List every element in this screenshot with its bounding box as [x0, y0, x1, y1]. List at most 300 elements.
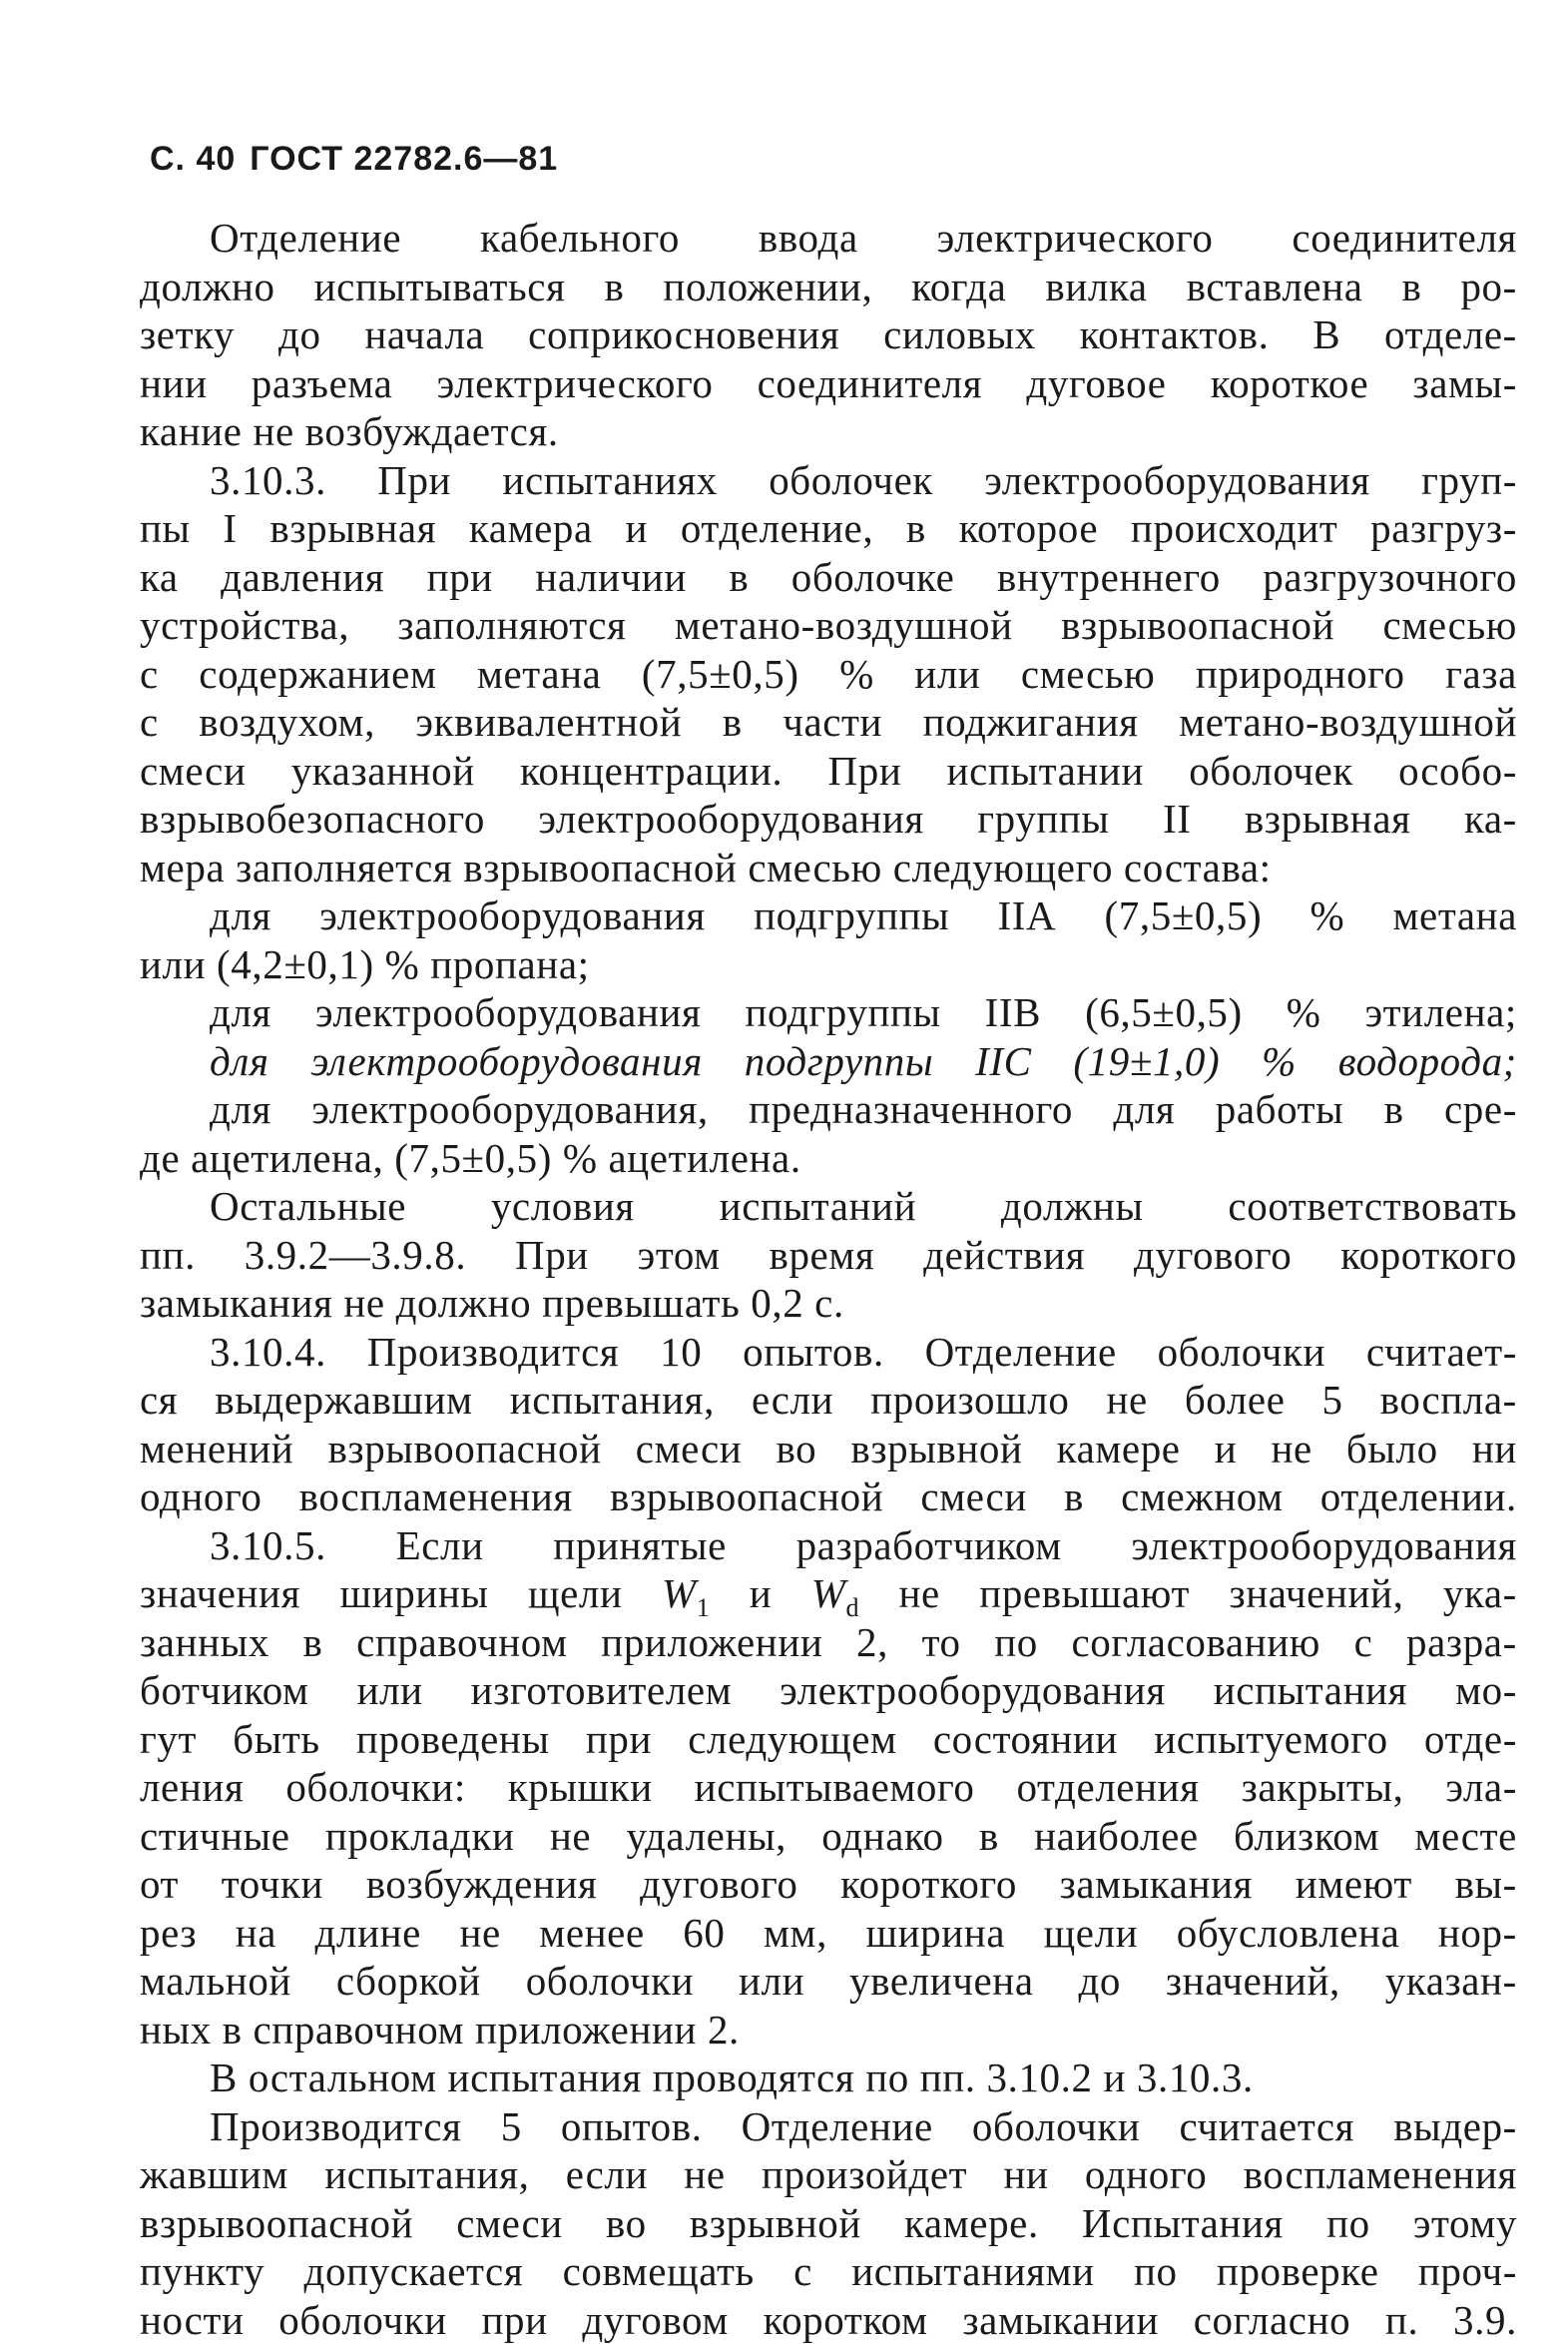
word: 3.10.5. — [210, 1521, 326, 1570]
word: Если — [396, 1521, 484, 1570]
word: природного — [1196, 650, 1405, 699]
word: соприкосновения — [528, 310, 839, 359]
word: концентрации. — [520, 747, 783, 796]
word: электрооборудования — [1131, 1521, 1517, 1570]
word: 3.10.2 — [987, 2054, 1093, 2100]
word: взрывная — [269, 504, 436, 553]
word: значений, — [1229, 1569, 1403, 1618]
word: ни — [1004, 2150, 1049, 2199]
word: 3.10.3. — [210, 456, 326, 505]
word: с — [140, 650, 159, 699]
word: воспламенения — [299, 1472, 573, 1521]
word: проверке — [1217, 2247, 1379, 2296]
word: электрооборудования — [780, 1666, 1166, 1715]
word: 3.9.2—3.9.8. — [245, 1231, 466, 1280]
word: $W_d$ — [811, 1569, 859, 1618]
word: отделения — [1016, 1763, 1199, 1812]
word: месте — [1414, 1812, 1516, 1861]
word: этом — [638, 1231, 721, 1280]
word: с. — [814, 1280, 844, 1326]
word: или — [357, 1666, 423, 1715]
word: дугового — [1134, 1231, 1292, 1280]
word: испытания, — [510, 1376, 715, 1425]
word: на — [236, 1909, 276, 1958]
word: ука- — [1443, 1569, 1517, 1618]
word: закрыты, — [1242, 1763, 1404, 1812]
text-line — [140, 2150, 1517, 2199]
word: в — [1402, 263, 1422, 311]
word: (7,5±0,5) — [642, 650, 799, 699]
word: 5 — [1322, 1376, 1343, 1425]
text-line — [140, 698, 1517, 747]
word: водорода; — [1338, 1037, 1517, 1086]
word: опытов. — [561, 2102, 703, 2151]
word: считается — [1180, 2102, 1355, 2151]
word: ся — [140, 1376, 178, 1425]
word: короткого — [840, 1860, 1017, 1909]
word: заполняются — [397, 601, 626, 650]
word: приложении — [601, 1618, 822, 1667]
text-line — [140, 1279, 1517, 1328]
word: состоянии — [933, 1715, 1118, 1764]
word: нии — [140, 359, 208, 408]
word: стичные — [140, 1812, 290, 1861]
word: пп. — [920, 2054, 976, 2100]
word: подгруппы — [745, 1037, 934, 1086]
word: взрывоопасной — [1061, 601, 1334, 650]
word: взрывоопасной — [463, 845, 737, 890]
word: до — [1078, 1957, 1121, 2006]
word: кабельного — [480, 214, 680, 263]
word: замыкания — [140, 1280, 333, 1326]
word: метана — [477, 650, 602, 699]
word: взрывной — [850, 1425, 1022, 1473]
word: в — [906, 504, 926, 553]
word: % — [563, 1135, 598, 1181]
word: (7,5±0,5) — [394, 1135, 552, 1181]
word: При — [828, 747, 902, 796]
word: Испытания — [1082, 2199, 1284, 2248]
word: справочном — [253, 2007, 464, 2052]
word: проведены — [356, 1715, 550, 1764]
text-line — [140, 1376, 1517, 1425]
word: возбуждения — [366, 1860, 598, 1909]
page-header — [150, 140, 558, 179]
text-line — [140, 940, 1517, 989]
word: вилка — [1045, 263, 1147, 311]
word: 3.10.3. — [1137, 2054, 1254, 2100]
text-line — [140, 747, 1517, 796]
word: 3.10.4. — [210, 1328, 326, 1377]
word: пы — [140, 504, 191, 553]
text-line — [140, 1134, 1517, 1183]
word: при — [586, 1715, 652, 1764]
text-line — [140, 1666, 1517, 1715]
word: электрооборудования — [538, 795, 924, 844]
word: % — [1287, 988, 1321, 1037]
text-line — [140, 1618, 1517, 1667]
word: удалены, — [626, 1812, 786, 1861]
word: При — [377, 456, 451, 505]
word: опытов. — [743, 1328, 884, 1377]
text-line — [140, 844, 1517, 892]
word: происходит — [1131, 504, 1338, 553]
word: испытуемого — [1154, 1715, 1388, 1764]
word: приложении — [475, 2007, 697, 2052]
word: оболочки — [278, 2296, 447, 2344]
word: во — [776, 1425, 816, 1473]
word: II — [1163, 795, 1192, 844]
word: взрывная — [1245, 795, 1411, 844]
word: смежном — [1121, 1472, 1283, 1521]
word: допускается — [304, 2247, 524, 2296]
word: было — [1346, 1425, 1438, 1473]
word: или — [739, 1957, 804, 2006]
word: испытании — [947, 747, 1144, 796]
document-body — [140, 214, 1517, 2344]
word: особо- — [1398, 747, 1517, 796]
word: I — [223, 504, 237, 553]
word: когда — [911, 263, 1006, 311]
word: разъема — [252, 359, 393, 408]
word: по — [994, 1618, 1038, 1667]
text-line — [140, 988, 1517, 1037]
word: прокладки — [325, 1812, 515, 1861]
word: условия — [491, 1182, 635, 1231]
word: менее — [539, 1909, 644, 1958]
word: подгруппы — [745, 988, 940, 1037]
text-line — [140, 1425, 1517, 1473]
word: или — [914, 650, 980, 699]
word: сре- — [1444, 1085, 1517, 1134]
word: и — [1103, 2054, 1126, 2100]
word: то — [922, 1618, 961, 1667]
word: ро- — [1460, 263, 1516, 311]
word: однако — [821, 1812, 943, 1861]
word: следующего — [893, 845, 1113, 890]
word: Отделение — [742, 2102, 933, 2151]
text-line — [140, 795, 1517, 844]
text-line — [140, 1037, 1517, 1086]
text-line — [140, 1715, 1517, 1764]
word: возбуждается. — [305, 408, 559, 454]
word: контактов. — [1080, 310, 1270, 359]
word: состава: — [1124, 845, 1272, 890]
word: подгруппы — [754, 891, 949, 940]
word: ни — [1472, 1425, 1517, 1473]
word: занных — [140, 1618, 269, 1667]
word: не — [1106, 1376, 1147, 1425]
word: указан- — [1385, 1957, 1517, 2006]
word: этому — [1413, 2199, 1517, 2248]
word: При — [515, 1231, 589, 1280]
word: зетку — [140, 310, 235, 359]
word: внутреннего — [997, 553, 1221, 602]
text-line — [140, 1521, 1517, 1570]
word: изготовителем — [471, 1666, 733, 1715]
text-line — [140, 1812, 1517, 1861]
text-line — [140, 1231, 1517, 1280]
word: дуговом — [582, 2296, 729, 2344]
text-line — [140, 650, 1517, 699]
text-line — [140, 456, 1517, 505]
word: отделе- — [1384, 310, 1517, 359]
word: Остальные — [210, 1182, 406, 1231]
word: для — [210, 1085, 271, 1134]
word: камера — [469, 504, 593, 553]
word: вы- — [1455, 1860, 1517, 1909]
word: проводятся — [653, 2054, 855, 2100]
word: электрического — [437, 359, 714, 408]
word: смеси — [140, 747, 247, 796]
word: в — [723, 698, 743, 747]
word: при — [427, 553, 493, 602]
word: проч- — [1418, 2247, 1517, 2296]
text-line — [140, 1182, 1517, 1231]
word: принятые — [553, 1521, 727, 1570]
word: 0,2 — [751, 1280, 803, 1326]
word: 5 — [501, 2102, 522, 2151]
word: в — [1064, 1472, 1084, 1521]
word: группы — [977, 795, 1109, 844]
text-line — [140, 2053, 1517, 2102]
text-line — [140, 310, 1517, 359]
word: положении, — [663, 263, 872, 311]
text-line — [140, 504, 1517, 553]
word: дугового — [640, 1860, 797, 1909]
word: разгруз- — [1370, 504, 1517, 553]
word: IIB — [985, 988, 1041, 1037]
text-line — [140, 1909, 1517, 1958]
word: камере — [1057, 1425, 1181, 1473]
word: оболочке — [791, 553, 955, 602]
word: % — [385, 941, 420, 987]
word: испытываемого — [695, 1763, 975, 1812]
word: (4,2±0,1) — [217, 941, 374, 987]
word: груп- — [1421, 456, 1517, 505]
word: наиболее — [1034, 1812, 1199, 1861]
word: быть — [233, 1715, 319, 1764]
word: соединителя — [758, 359, 983, 408]
word: IIA — [998, 891, 1057, 940]
word: замыкании — [962, 2296, 1159, 2344]
word: (7,5±0,5) — [1105, 891, 1263, 940]
word: не — [684, 2150, 725, 2199]
text-line — [140, 601, 1517, 650]
word: % — [839, 650, 874, 699]
word: смеси — [456, 2199, 563, 2248]
word: кание — [140, 408, 243, 454]
word: заполняется — [236, 845, 452, 890]
word: превышать — [542, 1280, 740, 1326]
word: Производится — [367, 1328, 620, 1377]
word: менений — [140, 1425, 293, 1473]
word: разра- — [1406, 1618, 1517, 1667]
word: в — [223, 2007, 243, 2052]
word: следующем — [688, 1715, 896, 1764]
word: и — [1215, 1425, 1238, 1473]
word: 2, — [856, 1618, 888, 1667]
word: ботчиком — [140, 1666, 309, 1715]
text-line — [140, 1328, 1517, 1377]
word: щели — [528, 1569, 623, 1618]
word: (6,5±0,5) — [1085, 988, 1243, 1037]
word: произошло — [870, 1376, 1069, 1425]
word: содержанием — [199, 650, 436, 699]
word: электрооборудования — [310, 1037, 703, 1086]
word: указанной — [291, 747, 475, 796]
word: коротком — [764, 2296, 928, 2344]
word: 3.9. — [1453, 2296, 1517, 2344]
word: оболочек — [769, 456, 933, 505]
word: в — [1384, 1085, 1404, 1134]
word: справочном — [356, 1618, 568, 1667]
word: метана — [1393, 891, 1518, 940]
word: которое — [959, 504, 1099, 553]
word: испытания, — [324, 2150, 529, 2199]
word: по — [1326, 2199, 1370, 2248]
word: испытания — [1214, 1666, 1407, 1715]
word: электрооборудования, — [311, 1085, 708, 1134]
word: % — [1262, 1037, 1297, 1086]
word: выдер- — [1393, 2102, 1517, 2151]
word: длине — [315, 1909, 421, 1958]
word: смеси — [636, 1425, 743, 1473]
word: от — [140, 1860, 179, 1909]
word: ности — [140, 2296, 245, 2344]
word: отделение, — [681, 504, 873, 553]
word: оболочки — [972, 2102, 1141, 2151]
text-line — [140, 1860, 1517, 1909]
word: этилена; — [1364, 988, 1516, 1037]
word: ввода — [759, 214, 858, 263]
text-line — [140, 359, 1517, 408]
word: газа — [1445, 650, 1517, 699]
word: считает- — [1366, 1328, 1517, 1377]
word: соединителя — [1292, 214, 1517, 263]
word: В — [210, 2054, 238, 2100]
word: гут — [140, 1715, 197, 1764]
word: и — [626, 504, 649, 553]
word: смесью — [1383, 601, 1518, 650]
word: должно — [140, 263, 275, 311]
word: электрического — [937, 214, 1214, 263]
word: % — [1309, 891, 1344, 940]
word: испытаниями — [851, 2247, 1094, 2296]
word: остальном — [249, 2054, 437, 2100]
word: начала — [364, 310, 484, 359]
word: с — [1354, 1618, 1373, 1667]
word: эла- — [1445, 1763, 1517, 1812]
word: оболочки — [1158, 1328, 1326, 1377]
word: силовых — [883, 310, 1036, 359]
word: пропана; — [430, 941, 589, 987]
word: отделении. — [1320, 1472, 1517, 1521]
word: замы- — [1412, 359, 1517, 408]
word: давления — [221, 553, 384, 602]
word: замыкания — [1060, 1860, 1254, 1909]
word: Производится — [210, 2102, 462, 2151]
word: взрывоопасной — [327, 1425, 601, 1473]
word: ширины — [339, 1569, 488, 1618]
word: для — [210, 988, 271, 1037]
word: взрывоопасной — [140, 2199, 413, 2248]
word: ацетилена, — [191, 1135, 383, 1181]
word: метано-воздушной — [1179, 698, 1517, 747]
word: взрывобезопасного — [140, 795, 485, 844]
word: ацетилена. — [608, 1135, 800, 1181]
word: 60 — [683, 1909, 725, 1958]
word: при — [481, 2296, 547, 2344]
word: имеют — [1296, 1860, 1412, 1909]
word: не — [459, 1909, 500, 1958]
text-line — [140, 1763, 1517, 1812]
word: (19±1,0) — [1073, 1037, 1220, 1086]
word: значений, — [1166, 1957, 1340, 2006]
word: сборкой — [336, 1957, 481, 2006]
word: в — [729, 553, 749, 602]
word: жавшим — [140, 2150, 288, 2199]
word: взрывной — [690, 2199, 861, 2248]
word: эквивалентной — [415, 698, 682, 747]
word: оболочки: — [285, 1763, 466, 1812]
text-line — [140, 1085, 1517, 1134]
word: поджигания — [923, 698, 1139, 747]
word: части — [783, 698, 882, 747]
page-number: С. 40 — [150, 140, 236, 178]
text-line — [140, 214, 1517, 263]
word: вставлена — [1187, 263, 1363, 311]
word: если — [566, 2150, 648, 2199]
word: В — [1312, 310, 1340, 359]
word: или — [140, 941, 206, 987]
word: совмещать — [563, 2247, 755, 2296]
word: дуговое — [1026, 359, 1166, 408]
word: в — [303, 1618, 323, 1667]
word: предназначенного — [749, 1085, 1073, 1134]
word: более — [1185, 1376, 1286, 1425]
word: по — [1134, 2247, 1178, 2296]
word: мальной — [140, 1957, 291, 2006]
word: обусловлена — [1177, 1909, 1400, 1958]
text-line — [140, 2006, 1517, 2054]
word: произойдет — [762, 2150, 967, 2199]
word: для — [210, 1037, 268, 1086]
text-line — [140, 1472, 1517, 1521]
word: воздухом, — [199, 698, 375, 747]
word: электрооборудования — [315, 988, 702, 1037]
word: ка- — [1464, 795, 1517, 844]
word: для — [1113, 1085, 1175, 1134]
word: рез — [140, 1909, 197, 1958]
text-line — [140, 263, 1517, 311]
word: крышки — [508, 1763, 653, 1812]
text-line — [140, 553, 1517, 602]
word: во — [606, 2199, 647, 2248]
word: время — [769, 1231, 874, 1280]
text-line — [140, 1957, 1517, 2006]
text-line — [140, 2296, 1517, 2344]
word: в — [979, 1812, 999, 1861]
word: мера — [140, 845, 225, 890]
word: смесью — [1021, 650, 1156, 699]
text-line — [140, 1569, 1517, 1618]
word: воспла- — [1380, 1376, 1517, 1425]
word: 10 — [660, 1328, 702, 1377]
word: короткое — [1211, 359, 1369, 408]
word: должны — [1001, 1182, 1144, 1231]
word: испытаний — [720, 1182, 916, 1231]
